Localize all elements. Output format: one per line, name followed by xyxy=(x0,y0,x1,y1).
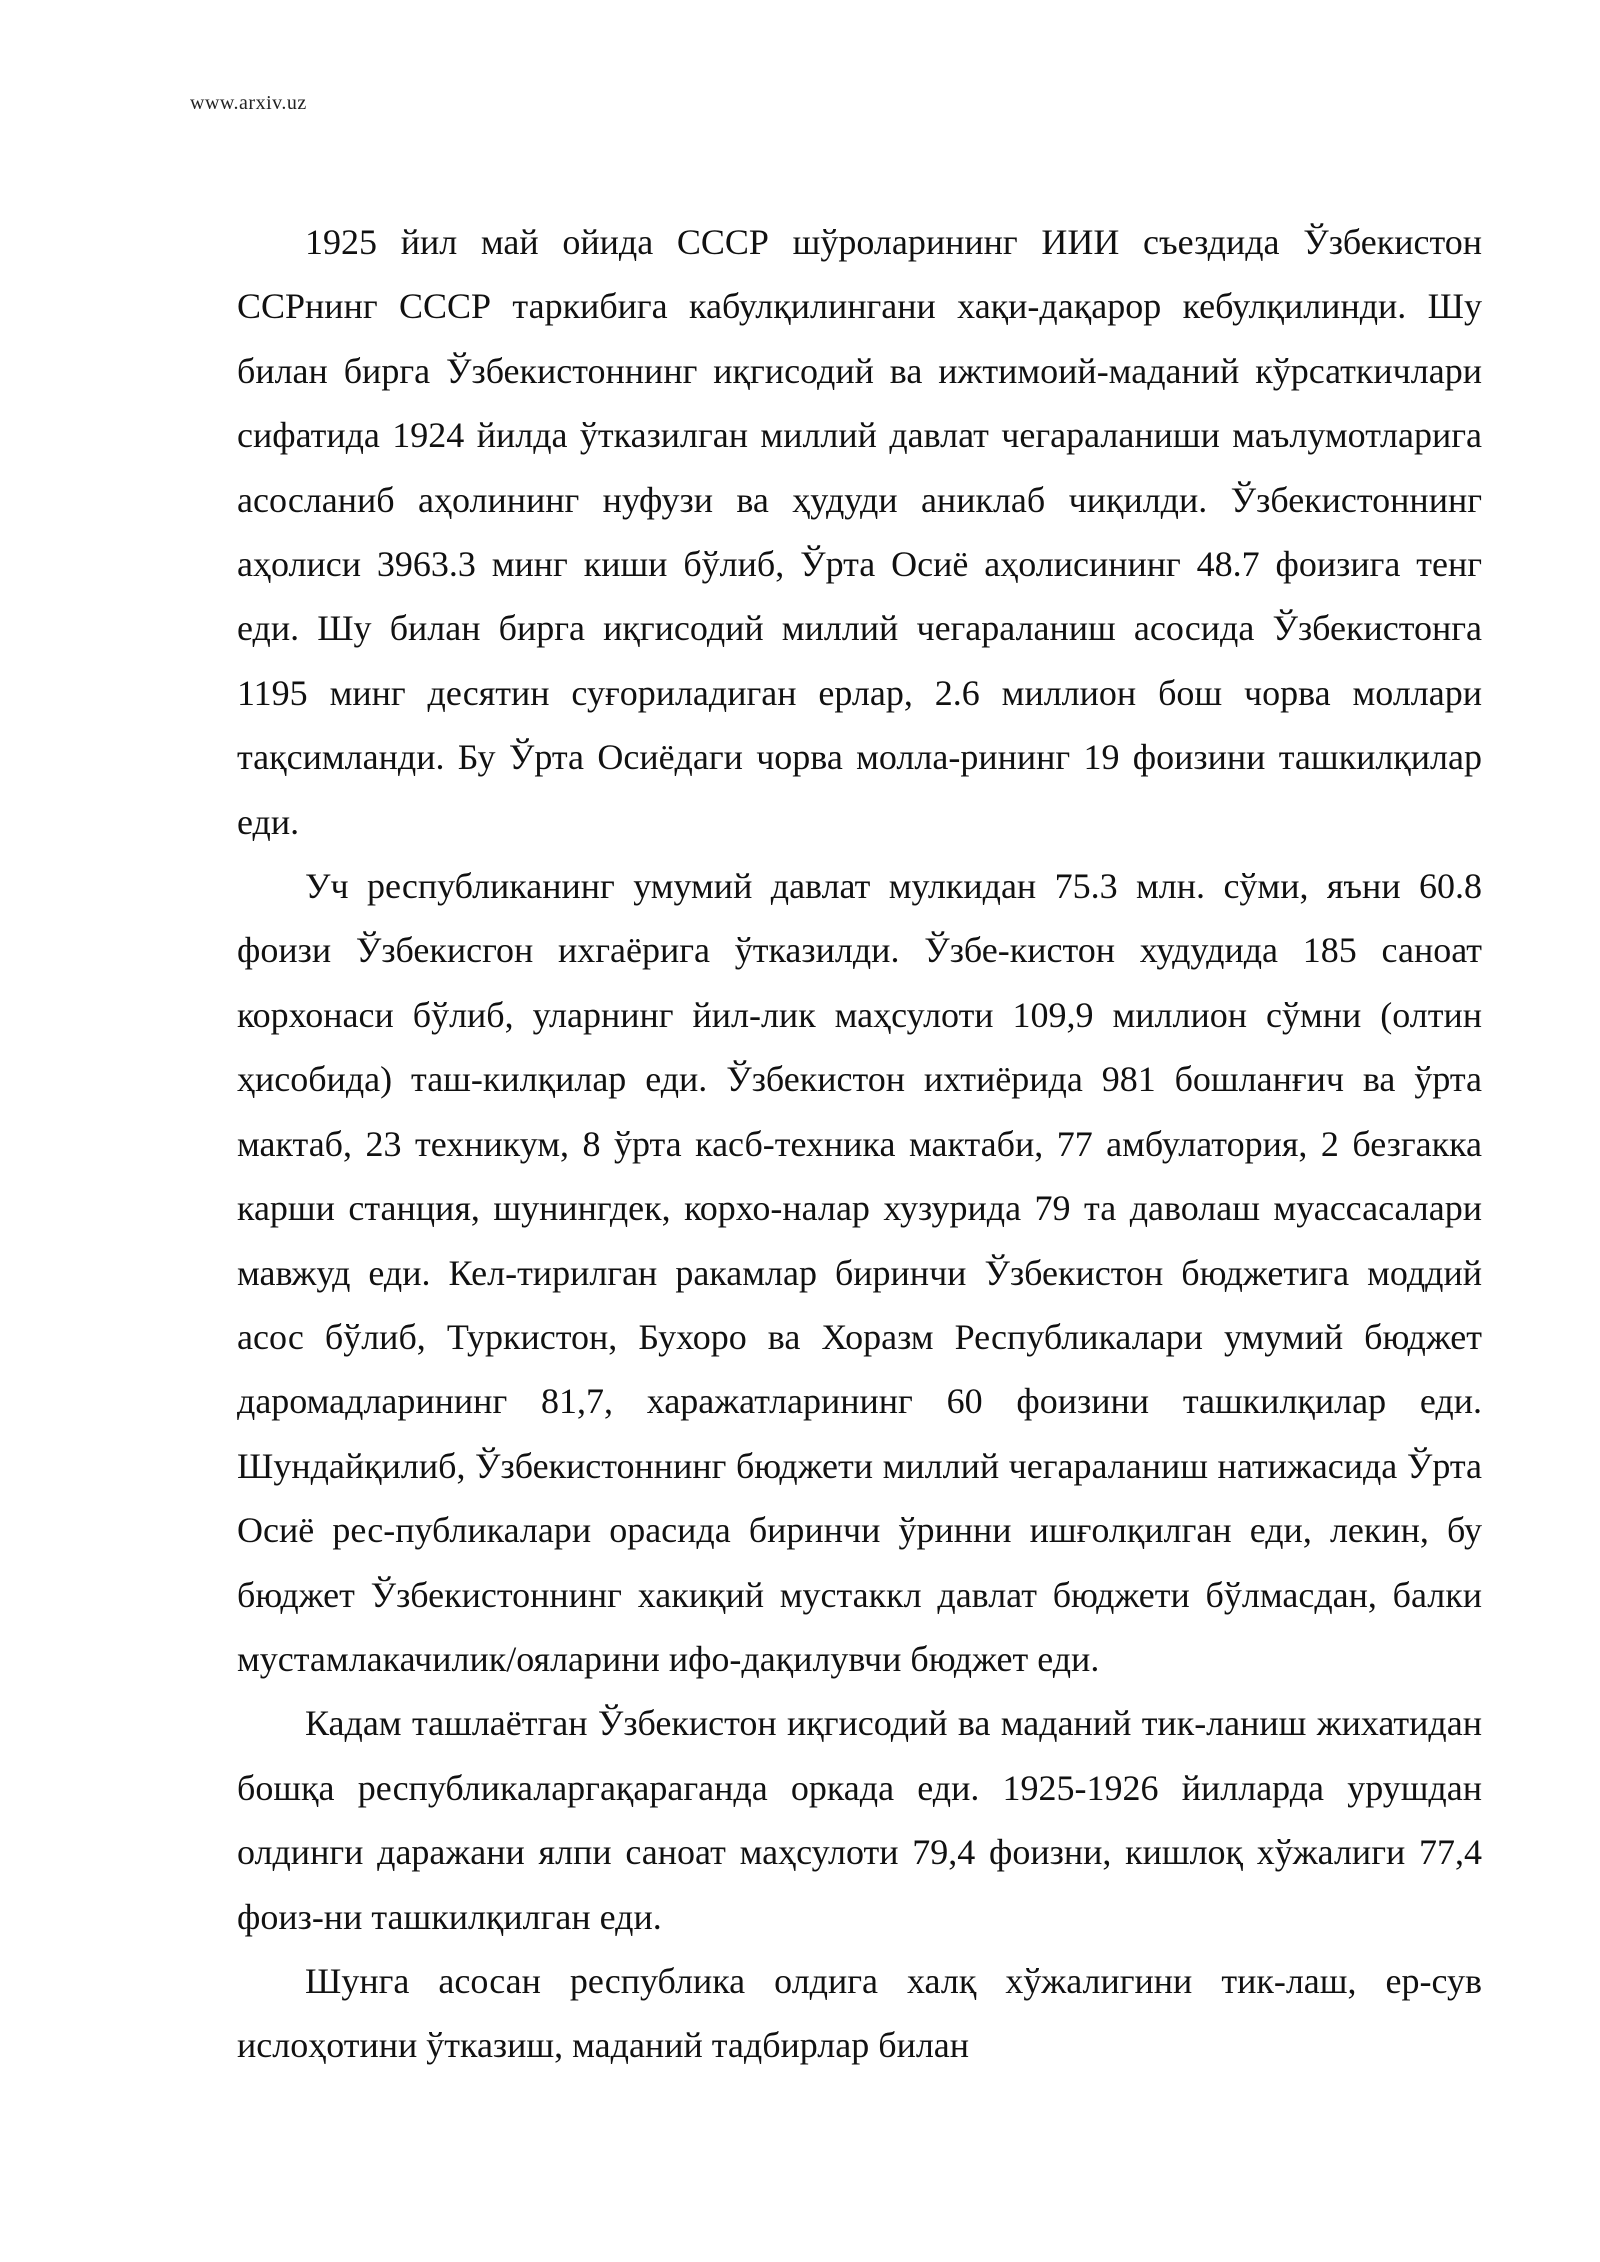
page-header-url: www.arxiv.uz xyxy=(190,92,307,114)
paragraph-3: Кадам ташлаётган Ўзбекистон иқгисодий ва маданий тик-ланиш жихатидан бошқа республикаларгақараганда оркада еди. 1925-1926 йилларда урушдан олдинги даражани ялпи саноат маҳсулоти 79,4 фоизни, кишлоқ хўжалиги 77,4 фоиз-ни ташкилқилган еди. xyxy=(237,1703,1482,1937)
paragraph-4: Шунга асосан республика олдига халқ хўжалигини тик-лаш, ер-сув ислоҳотини ўтказиш, маданий тадбирлар билан xyxy=(237,1960,1482,2066)
paragraph-1: 1925 йил май ойида СССР шўроларининг ИИИ съездида Ўзбекистон ССРнинг СССР таркибига кабулқилингани хақи-дақарор кебулқилинди. Шу билан бирга Ўзбекистоннинг иқгисодий ва ижтимоий-маданий кўрсаткичлари сифатида 1924 йилда ўтказилган миллий давлат чегараланиши маълумотларига асосланиб аҳолининг нуфузи ва ҳудуди аниклаб чиқилди. Ўзбекистоннинг аҳолиси 3963.3 минг киши бўлиб, Ўрта Осиё аҳолисининг 48.7 фоизига тенг еди. Шу билан бирга иқгисодий миллий чегараланиш асосида Ўзбекистонга 1195 минг десятин суғориладиган ерлар, 2.6 миллион бош чорва моллари тақсимланди. Бу Ўрта Осиёдаги чорва молла-рининг 19 фоизини ташкилқилар еди. xyxy=(237,222,1482,842)
document-body xyxy=(237,210,1482,2078)
paragraph-2: Уч республиканинг умумий давлат мулкидан 75.3 млн. сўми, яъни 60.8 фоизи Ўзбекисгон ихгаёрига ўтказилди. Ўзбе-кистон худудида 185 саноат корхонаси бўлиб, уларнинг йил-лик маҳсулоти 109,9 миллион сўмни (олтин ҳисобида) таш-килқилар еди. Ўзбекистон ихтиёрида 981 бошланғич ва ўрта мактаб, 23 техникум, 8 ўрта касб-техника мактаби, 77 амбулатория, 2 безгакка карши станция, шунингдек, корхо-налар хузурида 79 та даволаш муассасалари мавжуд еди. Кел-тирилган ракамлар биринчи Ўзбекистон бюджетига моддий асос бўлиб, Туркистон, Бухоро ва Хоразм Республикалари умумий бюджет даромадларининг 81,7, харажатларининг 60 фоизини ташкилқилар еди. Шундайқилиб, Ўзбекистоннинг бюджети миллий чегараланиш натижасида Ўрта Осиё рес-публикалари орасида биринчи ўринни ишғолқилган еди, лекин, бу бюджет Ўзбекистоннинг хакиқий мустаккл давлат бюджети бўлмасдан, балки мустамлакачилик/ояларини ифо-дақилувчи бюджет еди. xyxy=(237,866,1482,1679)
